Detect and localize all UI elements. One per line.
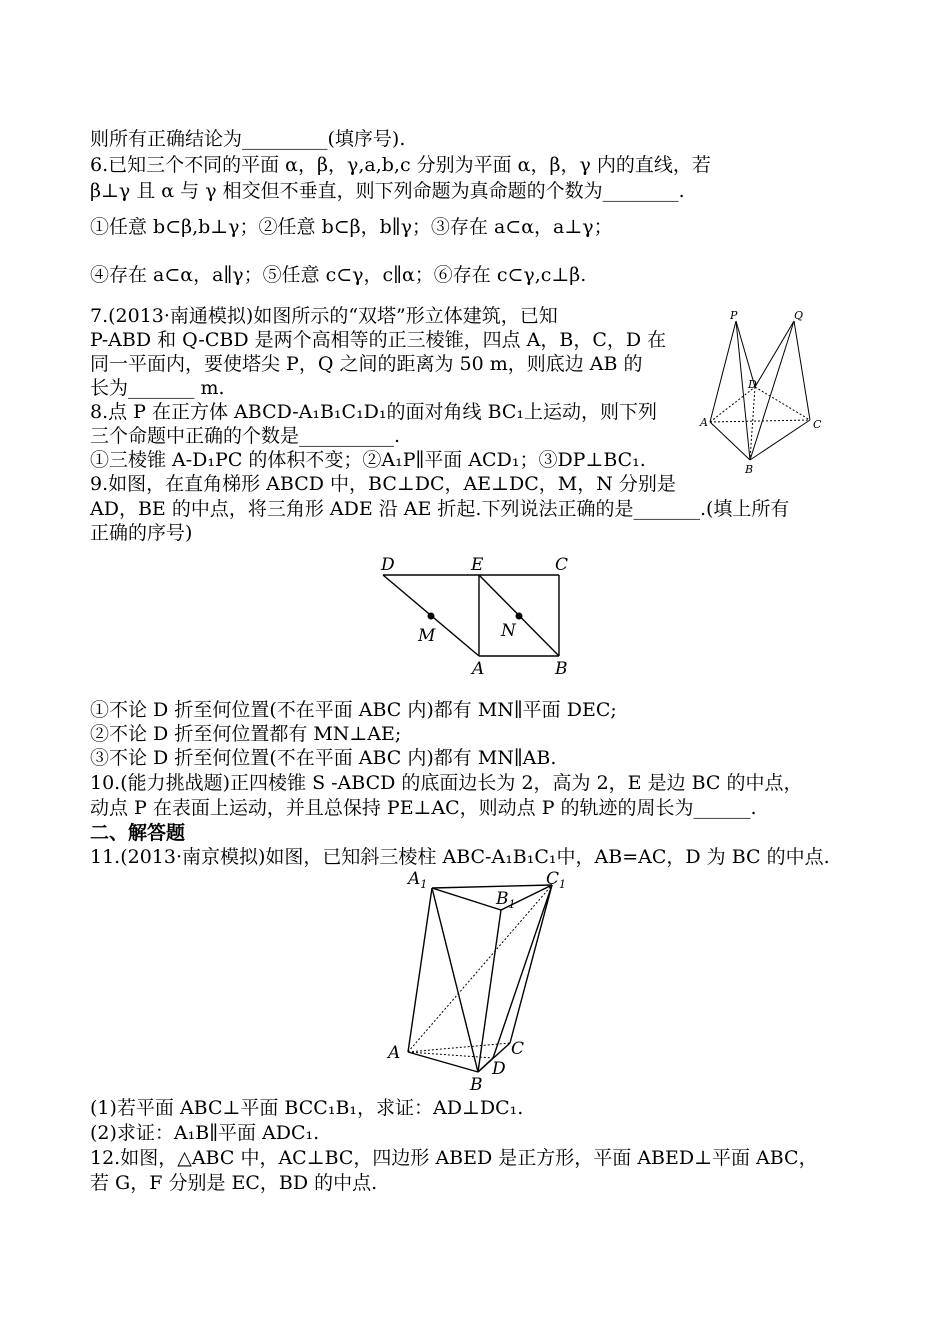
q9-option-3: ③不论 D 折至何位置(不在平面 ABC 内)都有 MN∥AB. bbox=[90, 747, 557, 769]
q11-part2: (2)求证：A₁B∥平面 ADC₁. bbox=[90, 1122, 320, 1144]
label-B: B bbox=[745, 463, 754, 476]
label-B: B bbox=[555, 659, 568, 679]
label-A: A bbox=[700, 416, 708, 429]
label-D: D bbox=[381, 555, 395, 575]
q7-line2: P-ABD 和 Q-CBD 是两个高相等的正三棱锥，四点 A，B，C，D 在 bbox=[90, 329, 667, 351]
q9-line3: 正确的序号) bbox=[90, 522, 193, 544]
q10-line1: 10.(能力挑战题)正四棱锥 S -ABCD 的底面边长为 2，高为 2，E 是边 BC 的中点， bbox=[90, 772, 803, 794]
label-A1: $A_1$ bbox=[408, 869, 428, 891]
q6-line2: β⊥γ 且 α 与 γ 相交但不垂直，则下列命题为真命题的个数为________. bbox=[90, 180, 685, 202]
label-A: A bbox=[388, 1043, 401, 1063]
label-C: C bbox=[511, 1039, 525, 1059]
q6-line1: 6.已知三个不同的平面 α，β，γ,a,b,c 分别为平面 α，β，γ 内的直线，若 bbox=[90, 154, 711, 176]
q11-part1: (1)若平面 ABC⊥平面 BCC₁B₁，求证：AD⊥DC₁. bbox=[90, 1097, 524, 1119]
label-A: A bbox=[472, 659, 485, 679]
oblique-prism-figure bbox=[380, 868, 580, 1093]
q9-option-1: ①不论 D 折至何位置(不在平面 ABC 内)都有 MN∥平面 DEC; bbox=[90, 699, 617, 721]
q10-line2: 动点 P 在表面上运动，并且总保持 PE⊥AC，则动点 P 的轨迹的周长为______. bbox=[90, 797, 757, 819]
trapezoid-figure bbox=[375, 550, 585, 680]
label-N: N bbox=[501, 621, 516, 641]
q11-line1: 11.(2013·南京模拟)如图，已知斜三棱柱 ABC-A₁B₁C₁中，AB=AC，D 为 BC 的中点. bbox=[90, 846, 830, 868]
label-B1: $B_1$ bbox=[496, 889, 516, 911]
q9-line2: AD，BE 的中点，将三角形 ADE 沿 AE 折起.下列说法正确的是_______.(填上所有 bbox=[90, 498, 790, 520]
q6-options-1: ①任意 b⊂β,b⊥γ；②任意 b⊂β，b∥γ；③存在 a⊂α，a⊥γ； bbox=[90, 216, 613, 238]
label-P: P bbox=[730, 309, 738, 322]
section-heading: 二、解答题 bbox=[90, 822, 186, 844]
label-B: B bbox=[470, 1075, 483, 1093]
label-D: D bbox=[748, 378, 757, 391]
q7-line4: 长为_______ m. bbox=[90, 377, 225, 399]
q12-line2: 若 G，F 分别是 EC，BD 的中点. bbox=[90, 1172, 378, 1194]
label-C: C bbox=[813, 418, 822, 431]
line-answer-prompt: 则所有正确结论为_________(填序号). bbox=[90, 128, 406, 150]
label-D: D bbox=[492, 1059, 506, 1079]
q7-line1: 7.(2013·南通模拟)如图所示的“双塔”形立体建筑，已知 bbox=[90, 305, 558, 327]
twin-towers-figure bbox=[690, 305, 830, 480]
label-C1: $C_1$ bbox=[546, 869, 567, 891]
q8-options: ①三棱锥 A-D₁PC 的体积不变；②A₁P∥平面 ACD₁；③DP⊥BC₁. bbox=[90, 449, 646, 471]
q8-line1: 8.点 P 在正方体 ABCD-A₁B₁C₁D₁的面对角线 BC₁上运动，则下列 bbox=[90, 401, 658, 423]
label-C: C bbox=[555, 555, 569, 575]
q8-line2: 三个命题中正确的个数是__________. bbox=[90, 425, 401, 447]
q7-line3: 同一平面内，要使塔尖 P，Q 之间的距离为 50 m，则底边 AB 的 bbox=[90, 353, 643, 375]
q9-line1: 9.如图，在直角梯形 ABCD 中，BC⊥DC，AE⊥DC，M，N 分别是 bbox=[90, 473, 676, 495]
label-Q: Q bbox=[794, 309, 804, 322]
q6-options-2: ④存在 a⊂α，a∥γ；⑤任意 c⊂γ，c∥α；⑥存在 c⊂γ,c⊥β. bbox=[90, 264, 587, 286]
label-E: E bbox=[471, 555, 484, 575]
q12-line1: 12.如图，△ABC 中，AC⊥BC，四边形 ABED 是正方形，平面 ABED⊥平面 ABC， bbox=[90, 1147, 818, 1169]
label-M: M bbox=[418, 626, 436, 646]
q9-option-2: ②不论 D 折至何位置都有 MN⊥AE; bbox=[90, 723, 402, 745]
